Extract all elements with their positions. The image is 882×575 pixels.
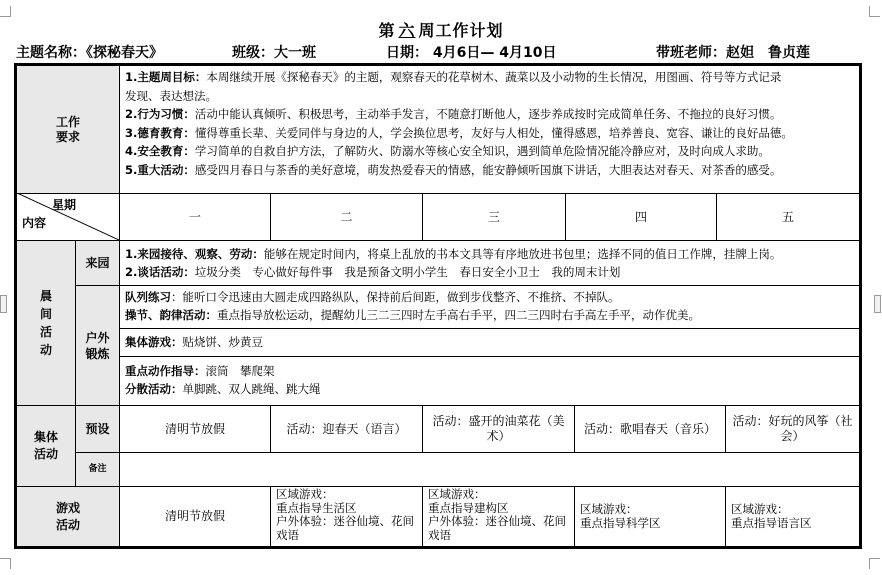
- rule: [17, 240, 859, 241]
- requirement-item: 4.安全教育：学习简单的自救自护方法，了解防火、防溺水等核心安全知识，遇到简单危险情况能冷静应对，及时向成人求助。: [125, 144, 770, 158]
- arrival-label: 来园: [85, 255, 110, 270]
- requirement-item: 5.重大活动：感受四月春日与茶香的美好意境，萌发热爱春天的情感，能安静倾听国旗下讲话，大胆表达对春天、对茶香的感受。: [125, 162, 782, 177]
- crop-mark-bottom-left: [0, 558, 11, 569]
- teachers: 带班老师：赵妲 鲁贞莲: [656, 45, 810, 61]
- arrival-content: [125, 245, 857, 281]
- rule: [75, 452, 859, 453]
- rule: [270, 486, 271, 546]
- class-name: 班级：大一班: [232, 45, 316, 61]
- page-side-tab-left[interactable]: [0, 295, 7, 313]
- page-title: [0, 18, 882, 41]
- drill-line: 操节、韵律活动：重点指导放松运动，提醒幼儿三二三四时左手高右手平，四二三四时右手高左手平，动作优美。: [125, 308, 700, 322]
- week-number: 六: [398, 21, 416, 40]
- skill-content: [125, 362, 857, 398]
- game-wednesday: 区域游戏： 重点指导建构区 户外体验：迷谷仙境、花间戏语: [428, 487, 566, 542]
- preset-thursday: 活动：歌唱春天（音乐）: [583, 421, 716, 436]
- preset-monday: 清明节放假: [164, 421, 225, 436]
- rule: [119, 356, 859, 357]
- game-monday: 清明节放假: [164, 509, 225, 523]
- game-activity-label: 游戏活动: [55, 500, 80, 532]
- requirement-item: 2.行为习惯：活动中能认真倾听、积极思考，主动举手发言，不随意打断他人，逐步养成按时完成简单任务、不拖拉的良好习惯。: [125, 107, 782, 121]
- skill-line: 重点动作指导：滚筒 攀爬架: [125, 364, 275, 378]
- rule: [725, 486, 726, 546]
- week-label: 星期: [52, 198, 77, 212]
- rule: [422, 486, 423, 546]
- rule: [574, 486, 575, 546]
- crop-mark-top-left: [0, 6, 11, 17]
- requirements-label: 工作要求: [55, 114, 80, 144]
- morning-label: 晨间活动: [39, 288, 52, 357]
- drill-line: 队列练习：能听口令迅速由大圆走成四路纵队，保持前后间距，做到步伐整齐、不推挤、不掉队。: [125, 290, 620, 304]
- preset-tuesday: 活动：迎春天（语言）: [286, 421, 407, 436]
- game-thursday: 区域游戏： 重点指导科学区: [580, 502, 661, 530]
- crop-mark-top-right: [869, 6, 880, 17]
- day-wednesday: 三: [487, 209, 500, 224]
- game-tuesday: 区域游戏： 重点指导生活区 户外体验：迷谷仙境、花间戏语: [276, 487, 414, 542]
- rule: [119, 66, 120, 546]
- day-monday: 一: [188, 209, 201, 224]
- requirement-item: 1.主题周目标：本周继续开展《探秘春天》的主题，观察春天的花草树木、蔬菜以及小动物的生长情况，用图画、符号等方式记录: [125, 70, 782, 84]
- preset-wednesday: 活动：盛开的油菜花（美术）: [432, 414, 565, 443]
- theme-name: 主题名称：《探秘春天》: [16, 45, 163, 61]
- crop-mark-bottom-right: [869, 558, 880, 569]
- requirement-item: 3.德育教育：懂得尊重长辈、关爱同伴与身边的人，学会换位思考，友好与人相处，懂得感恩，培养善良、宽容、谦让的良好品德。: [125, 125, 793, 140]
- day-thursday: 四: [634, 209, 647, 224]
- group-activity-label: 集体活动: [33, 430, 58, 461]
- day-tuesday: 二: [340, 209, 353, 224]
- group-game-content: 集体游戏：贴烧饼、炒黄豆: [125, 335, 263, 349]
- preset-friday: 活动：好玩的风筝（社会）: [732, 414, 853, 443]
- date-range: 日期： 4月6日— 4月10日: [386, 45, 557, 61]
- skill-line: 分散活动：单脚跳、双人跳绳、跳大绳: [125, 382, 321, 396]
- preset-label: 预设: [85, 421, 110, 436]
- requirements-list: [125, 68, 857, 179]
- page-side-tab-right[interactable]: [874, 295, 881, 313]
- day-friday: 五: [781, 209, 794, 224]
- arrival-line: 2.谈话活动：垃圾分类 专心做好每件事 我是预备文明小学生 春日安全小卫士 我的周末计划: [125, 265, 621, 279]
- content-label: 内容: [22, 216, 47, 230]
- game-friday: 区域游戏： 重点指导语言区: [731, 502, 812, 530]
- notes-label: 备注: [88, 464, 107, 474]
- requirement-item: 发现、表达想法。: [125, 88, 217, 103]
- title-suffix: 周工作计划: [418, 21, 504, 40]
- rule: [75, 285, 859, 286]
- drill-content: [125, 288, 857, 324]
- title-prefix: 第: [378, 21, 396, 40]
- rule: [119, 328, 859, 329]
- arrival-line: 1.来园接待、观察、劳动：能够在规定时间内，将桌上乱放的书本文具等有序地放进书包里；选择不同的值日工作牌，挂牌上岗。: [125, 247, 782, 261]
- outdoor-label: 户外锻炼: [85, 330, 110, 361]
